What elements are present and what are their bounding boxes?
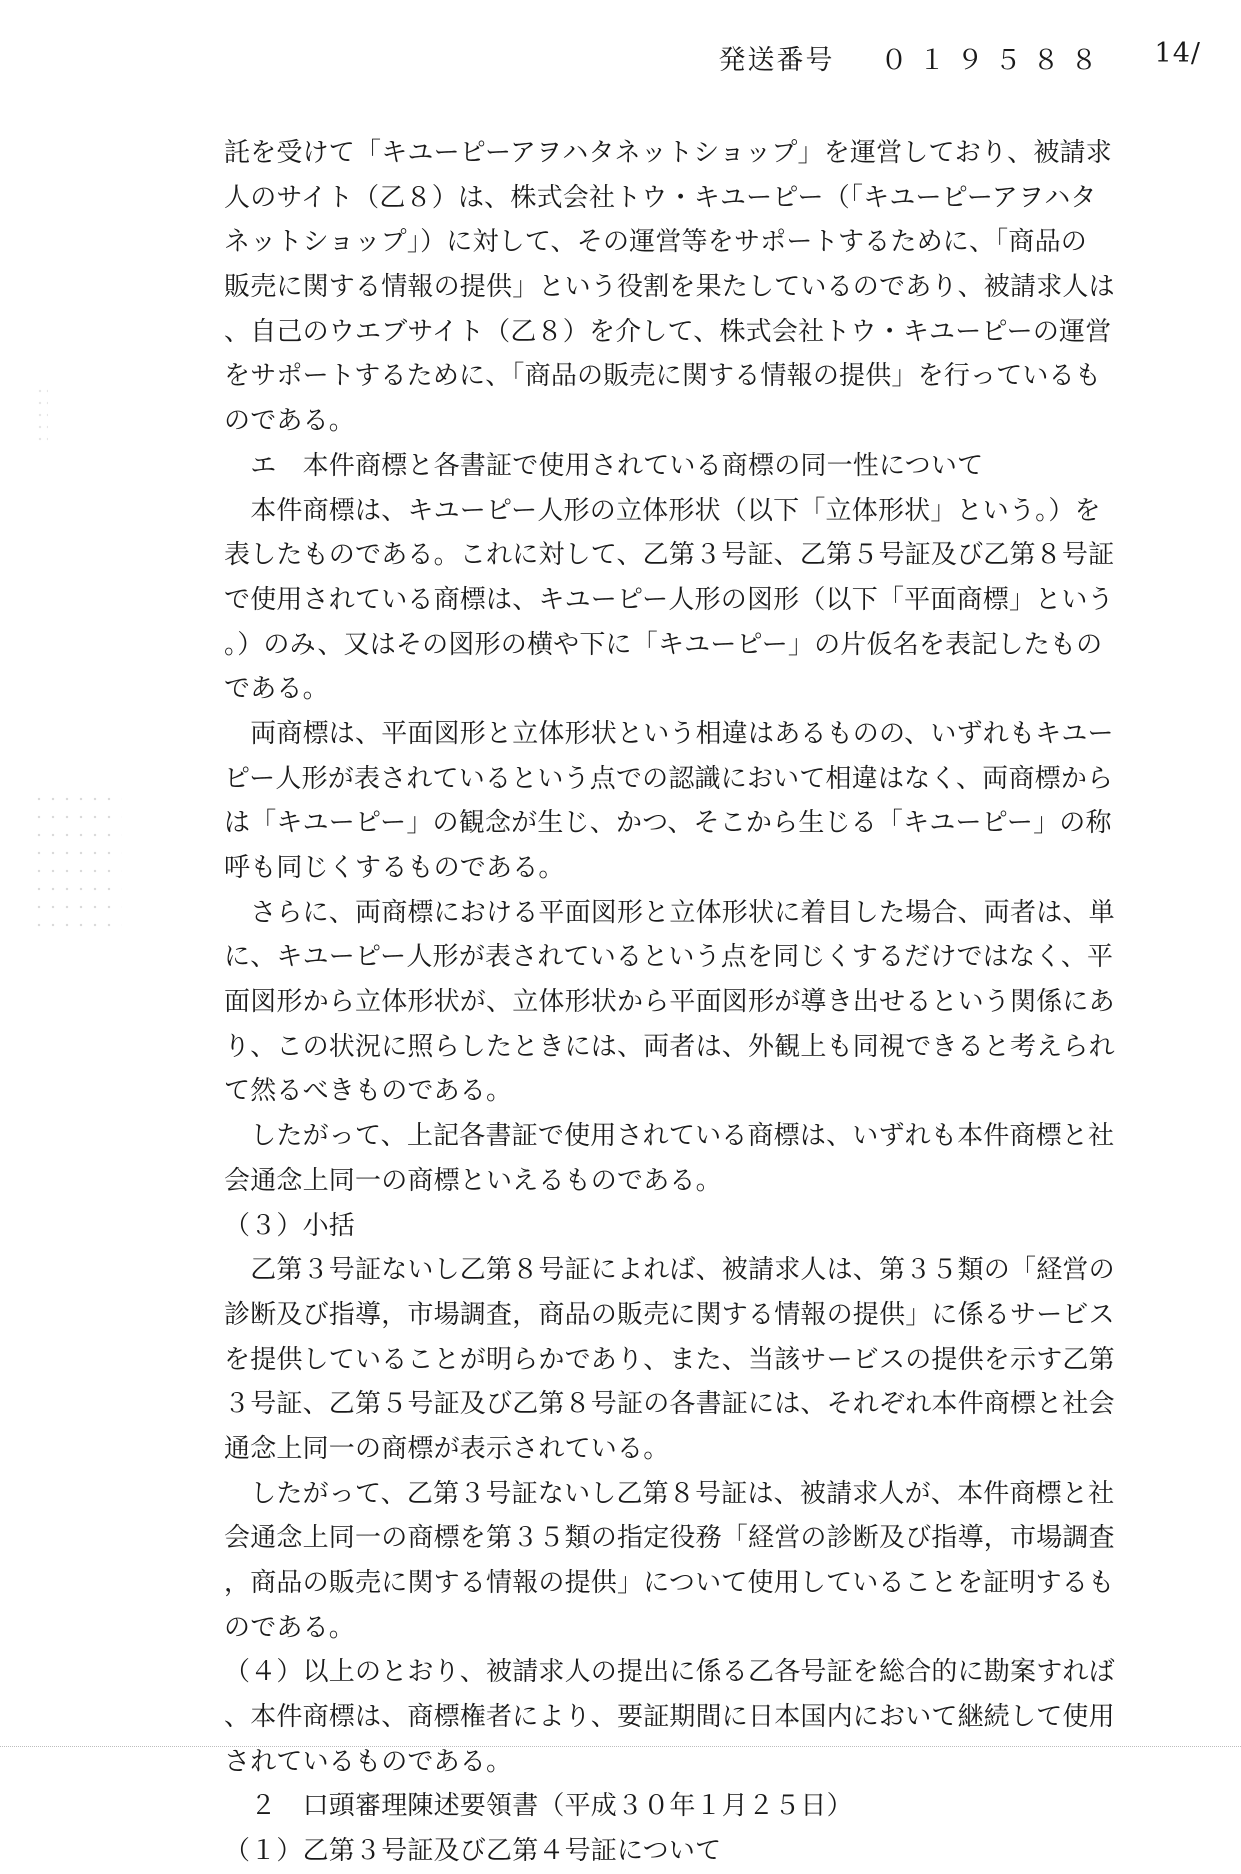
text-line: 本件商標は、キユーピー人形の立体形状（以下「立体形状」という。）を — [224, 495, 1101, 526]
text-line: ネットショップ」）に対して、その運営等をサポートするために、「商品の — [224, 227, 1087, 258]
text-line: り、この状況に照らしたときには、両者は、外観上も同視できると考えられ — [224, 1031, 1115, 1062]
section-heading-conclusion: （４）以上のとおり、被請求人の提出に係る乙各号証を総合的に勘案すれば — [224, 1657, 1115, 1688]
document-body — [224, 131, 1115, 1874]
section-heading-exhibits: （１）乙第３号証及び乙第４号証について — [224, 1836, 722, 1867]
dispatch-number: ０１９５８８ — [880, 45, 1109, 76]
page-number: 14/ — [1154, 38, 1201, 69]
text-line: 、本件商標は、商標権者により、要証期間に日本国内において継続して使用 — [224, 1702, 1115, 1733]
text-line: したがって、上記各書証で使用されている商標は、いずれも本件商標と社 — [224, 1121, 1115, 1152]
text-line: 人のサイト（乙８）は、株式会社トウ・キユーピー（「キユーピーアヲハタ — [224, 182, 1097, 213]
text-line: ３号証、乙第５号証及び乙第８号証の各書証には、それぞれ本件商標と社会 — [224, 1389, 1115, 1420]
text-line: のである。 — [224, 1612, 356, 1643]
text-line: を提供していることが明らかであり、また、当該サービスの提供を示す乙第 — [224, 1344, 1115, 1375]
text-line: 面図形から立体形状が、立体形状から平面図形が導き出せるという関係にあ — [224, 987, 1115, 1018]
text-line: 診断及び指導，市場調査，商品の販売に関する情報の提供」に係るサービス — [224, 1299, 1115, 1330]
text-line: をサポートするために、「商品の販売に関する情報の提供」を行っているも — [224, 361, 1102, 392]
text-line: に、キユーピー人形が表されているという点を同じくするだけではなく、平 — [224, 942, 1114, 973]
document-header — [719, 38, 1201, 77]
text-line: したがって、乙第３号証ないし乙第８号証は、被請求人が、本件商標と社 — [224, 1478, 1115, 1509]
text-line: で使用されている商標は、キユーピー人形の図形（以下「平面商標」という — [224, 584, 1114, 615]
text-line: 会通念上同一の商標を第３５類の指定役務「経営の診断及び指導，市場調査 — [224, 1523, 1115, 1554]
text-line: 表したものである。これに対して、乙第３号証、乙第５号証及び乙第８号証 — [224, 540, 1115, 571]
page-bottom-rule — [0, 1746, 1241, 1747]
text-line: 販売に関する情報の提供」という役割を果たしているのであり、被請求人は — [224, 272, 1115, 303]
text-line: 両商標は、平面図形と立体形状という相違はあるものの、いずれもキユー — [224, 718, 1114, 749]
section-heading-e: エ 本件商標と各書証で使用されている商標の同一性について — [224, 450, 984, 481]
text-line: 会通念上同一の商標といえるものである。 — [224, 1165, 722, 1196]
text-line: 呼も同じくするものである。 — [224, 853, 565, 883]
text-line: 。）のみ、又はその図形の横や下に「キユーピー」の片仮名を表記したもの — [224, 629, 1103, 660]
text-line: である。 — [224, 674, 329, 705]
text-line: されているものである。 — [224, 1746, 513, 1777]
scan-artifact — [32, 790, 122, 930]
text-line: さらに、両商標における平面図形と立体形状に着目した場合、両者は、単 — [224, 897, 1115, 928]
dispatch-number-label: 発送番号 — [718, 45, 835, 76]
text-line: 、自己のウエブサイト（乙８）を介して、株式会社トウ・キユーピーの運営 — [224, 316, 1112, 347]
section-heading-summary: （３）小括 — [224, 1210, 356, 1241]
text-line: 託を受けて「キユーピーアヲハタネットショップ」を運営しており、被請求 — [224, 138, 1112, 168]
text-line: 通念上同一の商標が表示されている。 — [224, 1433, 670, 1464]
text-line: ，商品の販売に関する情報の提供」について使用していることを証明するも — [224, 1568, 1115, 1598]
text-line: は「キユーピー」の観念が生じ、かつ、そこから生じる「キユーピー」の称 — [224, 808, 1112, 839]
scan-artifact-small — [36, 385, 48, 445]
text-line: て然るべきものである。 — [224, 1076, 513, 1107]
text-line: ピー人形が表されているという点での認識において相違はなく、両商標から — [224, 763, 1114, 794]
text-line: 乙第３号証ないし乙第８号証によれば、被請求人は、第３５類の「経営の — [224, 1255, 1115, 1286]
section-heading-oral-hearing: ２ 口頭審理陳述要領書（平成３０年１月２５日） — [224, 1791, 853, 1822]
text-line: のである。 — [224, 406, 356, 437]
